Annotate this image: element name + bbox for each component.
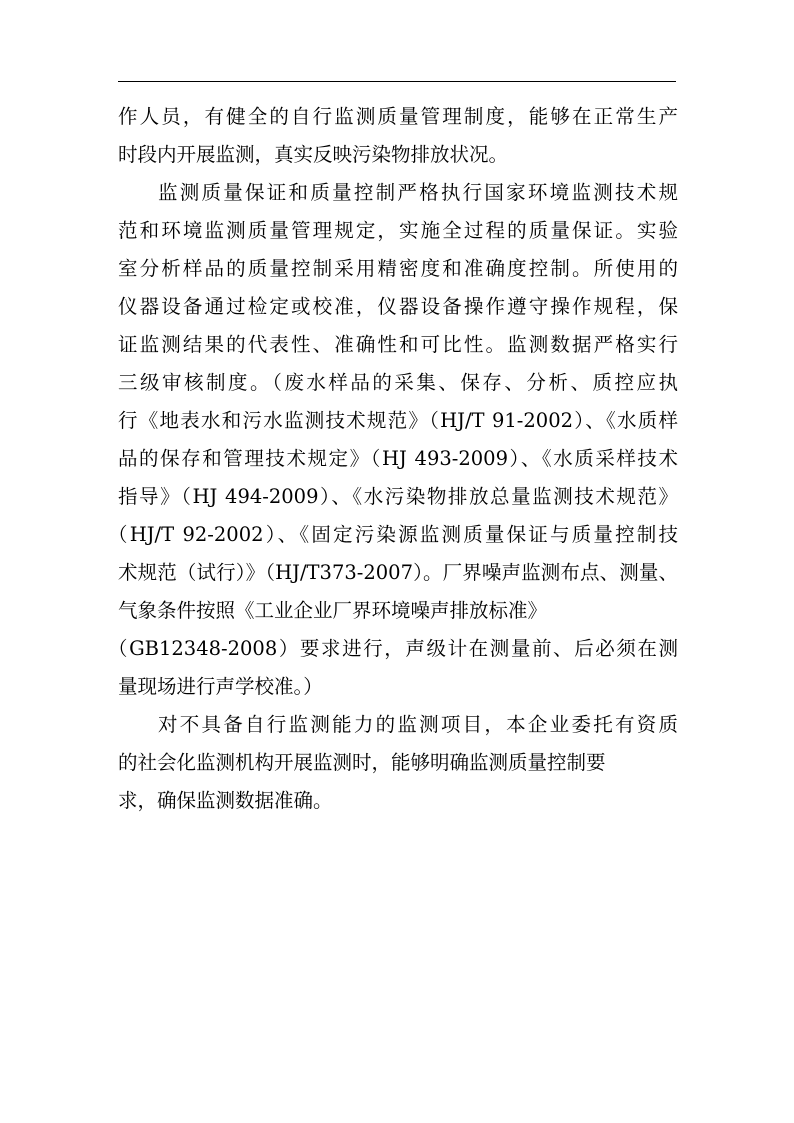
text-line: 仪器设备通过检定或校准，仪器设备操作遵守操作规程，保 (118, 295, 678, 318)
text-line: 品的保存和管理技术规定》（HJ 493-2009）、《水质采样技术 (118, 447, 678, 470)
header-rule (118, 81, 676, 82)
text-line: 室分析样品的质量控制采用精密度和准确度控制。所使用的 (118, 257, 678, 280)
text-line: 三级审核制度。（废水样品的采集、保存、分析、质控应执 (118, 371, 678, 394)
paragraph-start-line: 对不具备自行监测能力的监测项目，本企业委托有资质 (158, 713, 678, 736)
text-line: 指导》（HJ 494-2009）、《水污染物排放总量监测技术规范》 (118, 485, 678, 508)
text-line: 的社会化监测机构开展监测时，能够明确监测质量控制要 (118, 751, 606, 774)
text-line: 术规范（试行）》（HJ/T373-2007）。厂界噪声监测布点、测量、 (118, 561, 678, 584)
text-line: （GB12348-2008）要求进行，声级计在测量前、后必须在测 (108, 637, 678, 660)
text-line: 求，确保监测数据准确。 (118, 789, 333, 812)
document-body (108, 98, 678, 820)
text-line: 行《地表水和污水监测技术规范》（HJ/T 91-2002）、《水质样 (118, 409, 678, 432)
paragraph-start-line: 监测质量保证和质量控制严格执行国家环境监测技术规 (158, 181, 678, 204)
text-line: 量现场进行声学校准。） (118, 675, 323, 698)
text-line: 气象条件按照《工业企业厂界环境噪声排放标准》 (118, 599, 548, 622)
text-line: 作人员，有健全的自行监测质量管理制度，能够在正常生产 (118, 105, 678, 128)
text-line: 时段内开展监测，真实反映污染物排放状况。 (118, 143, 509, 166)
text-line: 范和环境监测质量管理规定，实施全过程的质量保证。实验 (118, 219, 678, 242)
text-line: （HJ/T 92-2002）、《固定污染源监测质量保证与质量控制技 (108, 523, 678, 546)
text-line: 证监测结果的代表性、准确性和可比性。监测数据严格实行 (118, 333, 678, 356)
